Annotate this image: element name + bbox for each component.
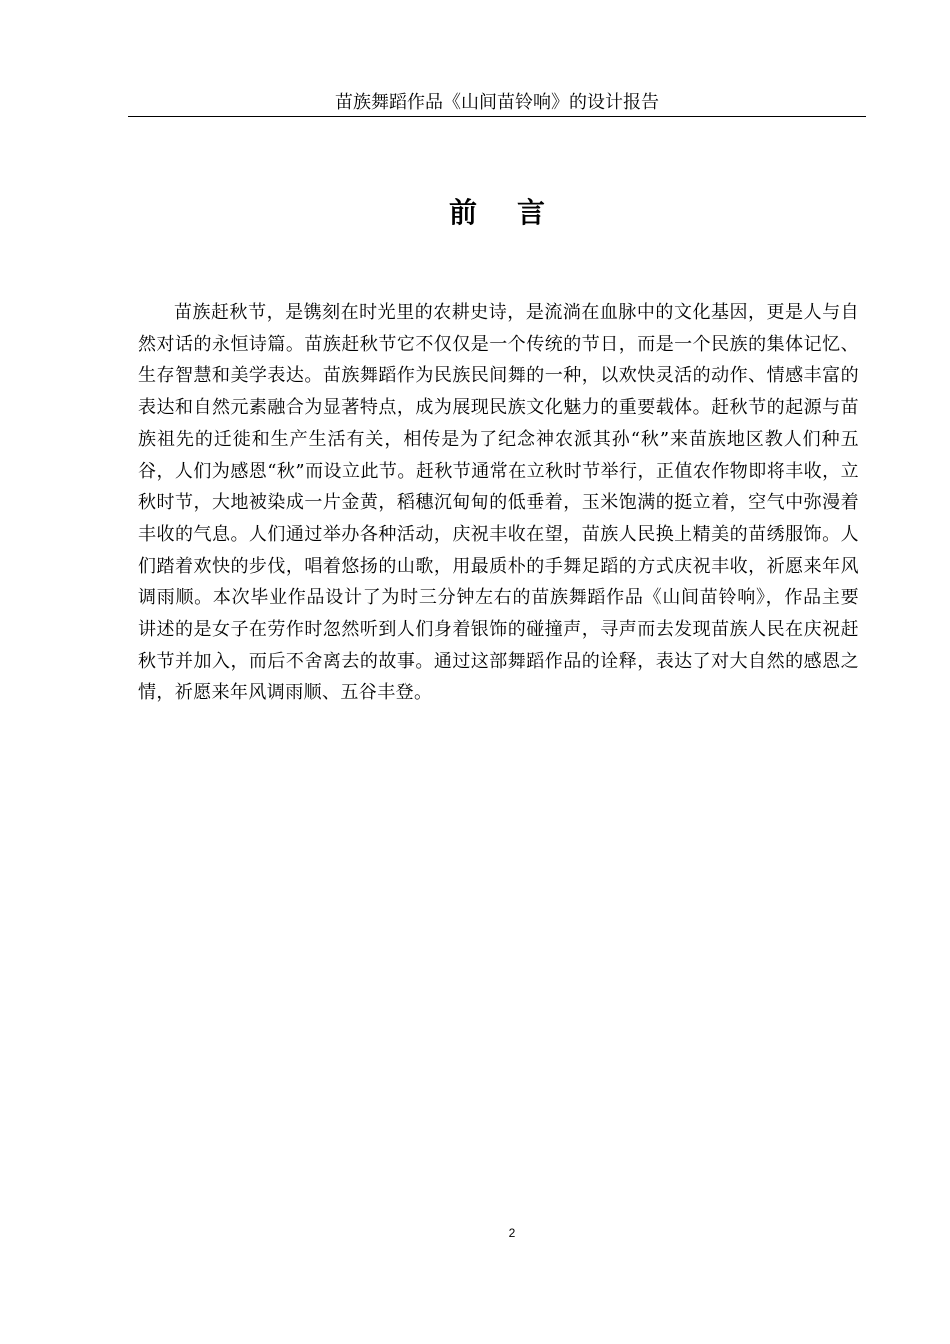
body-paragraph: 苗族赶秋节，是镌刻在时光里的农耕史诗，是流淌在血脉中的文化基因，更是人与自然对话的永恒诗篇。苗族赶秋节它不仅仅是一个传统的节日，而是一个民族的集体记忆、生存智慧和美学表达。苗族舞蹈作为民族民间舞的一种，以欢快灵活的动作、情感丰富的表达和自然元素融合为显著特点，成为展现民族文化魅力的重要载体。赶秋节的起源与苗族祖先的迁徙和生产生活有关，相传是为了纪念神农派其孙“秋”来苗族地区教人们种五谷，人们为感恩“秋”而设立此节。赶秋节通常在立秋时节举行，正值农作物即将丰收，立秋时节，大地被染成一片金黄，稻穗沉甸甸的低垂着，玉米饱满的挺立着，空气中弥漫着丰收的气息。人们通过举办各种活动，庆祝丰收在望，苗族人民换上精美的苗绣服饰。人们踏着欢快的步伐，唱着悠扬的山歌，用最质朴的手舞足蹈的方式庆祝丰收，祈愿来年风调雨顺。本次毕业作品设计了为时三分钟左右的苗族舞蹈作品《山间苗铃响》，作品主要讲述的是女子在劳作时忽然听到人们身着银饰的碰撞声，寻声而去发现苗族人民在庆祝赶秋节并加入，而后不舍离去的故事。通过这部舞蹈作品的诠释，表达了对大自然的感恩之情，祈愿来年风调雨顺、五谷丰登。 [138, 302, 859, 704]
section-title: 前言 [448, 196, 585, 229]
page-number: 2 [508, 1226, 516, 1240]
header-divider [128, 116, 866, 117]
running-header: 苗族舞蹈作品《山间苗铃响》的设计报告 [335, 92, 659, 113]
